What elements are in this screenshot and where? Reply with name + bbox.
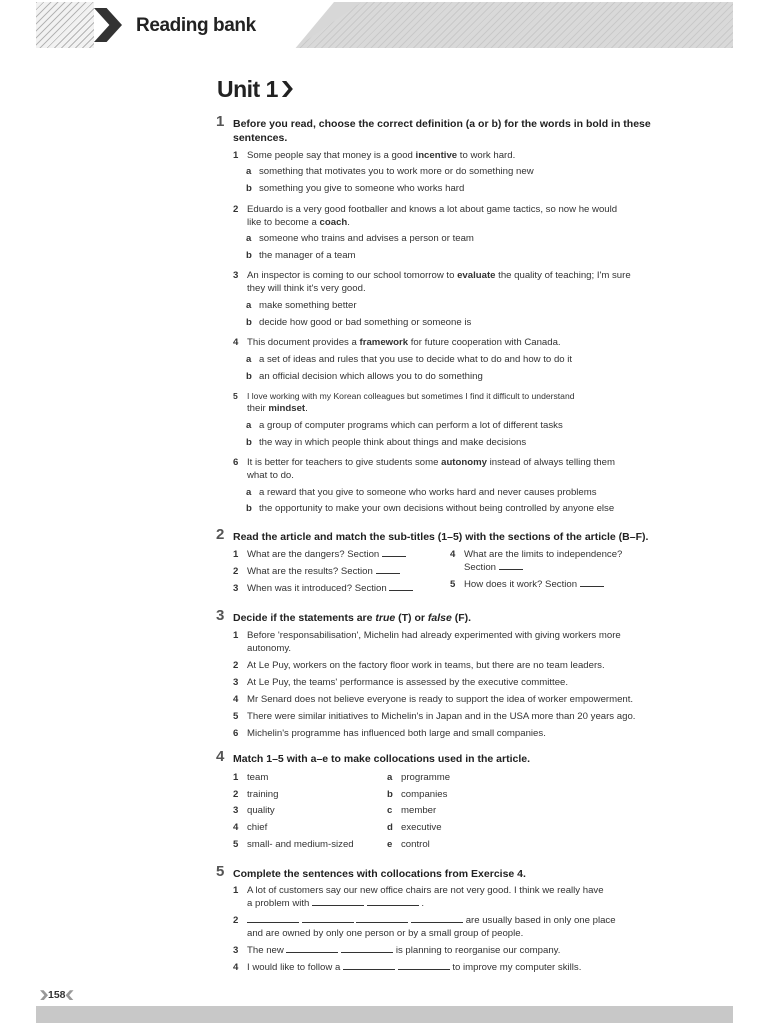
question-item: 2 Eduardo is a very good footballer and knows a lot about game tactics, so now he would (233, 204, 618, 215)
option-a: a a set of ideas and rules that you use to decide what to do and how to do it (246, 354, 573, 365)
question-item: 4 This document provides a framework for future cooperation with Canada. (233, 337, 561, 348)
sentence-item: 3 The new is planning to reorganise our company. (233, 945, 561, 956)
question-item: 5 How does it work? Section (450, 578, 604, 591)
exercise-instruction: Decide if the statements are true (T) or false (F). (233, 612, 472, 624)
exercise-instruction: Match 1–5 with a–e to make collocations used in the article. (233, 753, 531, 765)
match-left-item: 2 training (233, 789, 279, 800)
match-right-item: c member (387, 805, 437, 816)
statement-item: 2 At Le Puy, workers on the factory floor work in teams, but there are no team leaders. (233, 660, 605, 671)
chevron-right-icon (282, 81, 293, 97)
match-left-item: 3 quality (233, 805, 275, 816)
match-left-item: 5 small- and medium-sized (233, 839, 354, 850)
exercise-number: 3 (216, 607, 225, 624)
option-b: b something you give to someone who works hard (246, 183, 465, 194)
footer-band (36, 1006, 733, 1023)
option-a: a a reward that you give to someone who works hard and never causes problems (246, 487, 597, 498)
option-b: b an official decision which allows you to do something (246, 371, 483, 382)
sentence-item: 4 I would like to follow a to improve my computer skills. (233, 962, 582, 973)
unit-title-text: Unit 1 (217, 76, 278, 102)
question-item: 4 What are the limits to independence? (450, 549, 623, 560)
sentence-item-cont: and are owned by only one person or by a small group of people. (247, 928, 524, 939)
option-b: b the opportunity to make your own decisions without being controlled by anyone else (246, 503, 615, 514)
chevron-right-icon (40, 990, 48, 1000)
statement-item: 4 Mr Senard does not believe everyone is ready to support the idea of worker empowerment. (233, 694, 634, 705)
question-item: 6 It is better for teachers to give students some autonomy instead of always telling them (233, 457, 615, 468)
question-item: 1 Some people say that money is a good incentive to work hard. (233, 150, 516, 161)
question-item: 5 I love working with my Korean colleagues but sometimes I find it difficult to understand (233, 391, 575, 401)
question-item-cont: Section (464, 561, 523, 574)
question-item-cont: their mindset. (247, 403, 308, 414)
question-item: 3 When was it introduced? Section (233, 582, 413, 595)
exercise-instruction: Before you read, choose the correct definition (a or b) for the words in bold in these sentences. (233, 118, 651, 144)
exercise-number: 4 (216, 748, 225, 765)
header-band (36, 2, 733, 48)
sentence-item: 2 are usually based in only one place (233, 915, 616, 926)
sentence-item: 1 A lot of customers say our new office chairs are not very good. I think we really have (233, 885, 604, 896)
chevron-left-icon (66, 990, 74, 1000)
section-title: Reading bank (136, 15, 256, 36)
statement-item-cont: autonomy. (247, 643, 292, 654)
option-b: b the manager of a team (246, 250, 356, 261)
page-number-text: 158 (48, 989, 66, 1001)
statement-item: 6 Michelin's programme has influenced both large and small companies. (233, 728, 546, 739)
question-item-cont: they will think it's very good. (247, 283, 366, 294)
statement-item: 3 At Le Puy, the teams' performance is assessed by the executive committee. (233, 677, 569, 688)
option-a: a something that motivates you to work more or do something new (246, 166, 534, 177)
page-number (40, 989, 74, 1001)
question-item: 1 What are the dangers? Section (233, 548, 406, 561)
unit-title (217, 76, 293, 103)
match-right-item: d executive (387, 822, 442, 833)
question-item-cont: like to become a coach. (247, 217, 350, 228)
exercise-instruction: Read the article and match the sub-titles (1–5) with the sections of the article (B–F). (233, 531, 649, 543)
option-a: a a group of computer programs which can perform a lot of different tasks (246, 420, 563, 431)
match-right-item: e control (387, 839, 430, 850)
exercise-number: 5 (216, 863, 225, 880)
question-item-cont: what to do. (247, 470, 294, 481)
statement-item: 5 There were similar initiatives to Michelin's in Japan and in the USA more than 20 years ago. (233, 711, 636, 722)
statement-item: 1 Before 'responsabilisation', Michelin had already experimented with giving workers more (233, 630, 621, 641)
exercise-number: 1 (216, 113, 225, 130)
header-hatch (36, 2, 94, 48)
exercise-number: 2 (216, 526, 225, 543)
header-pattern (296, 2, 733, 48)
match-right-item: a programme (387, 772, 451, 783)
option-a: a make something better (246, 300, 357, 311)
option-a: a someone who trains and advises a person or team (246, 233, 474, 244)
match-right-item: b companies (387, 789, 448, 800)
option-b: b decide how good or bad something or someone is (246, 317, 472, 328)
sentence-item-cont: a problem with . (247, 898, 425, 909)
match-left-item: 1 team (233, 772, 269, 783)
match-left-item: 4 chief (233, 822, 268, 833)
exercise-instruction: Complete the sentences with collocations from Exercise 4. (233, 868, 526, 880)
question-item: 2 What are the results? Section (233, 565, 400, 578)
option-b: b the way in which people think about things and make decisions (246, 437, 527, 448)
question-item: 3 An inspector is coming to our school tomorrow to evaluate the quality of teaching; I'm sure (233, 270, 631, 281)
